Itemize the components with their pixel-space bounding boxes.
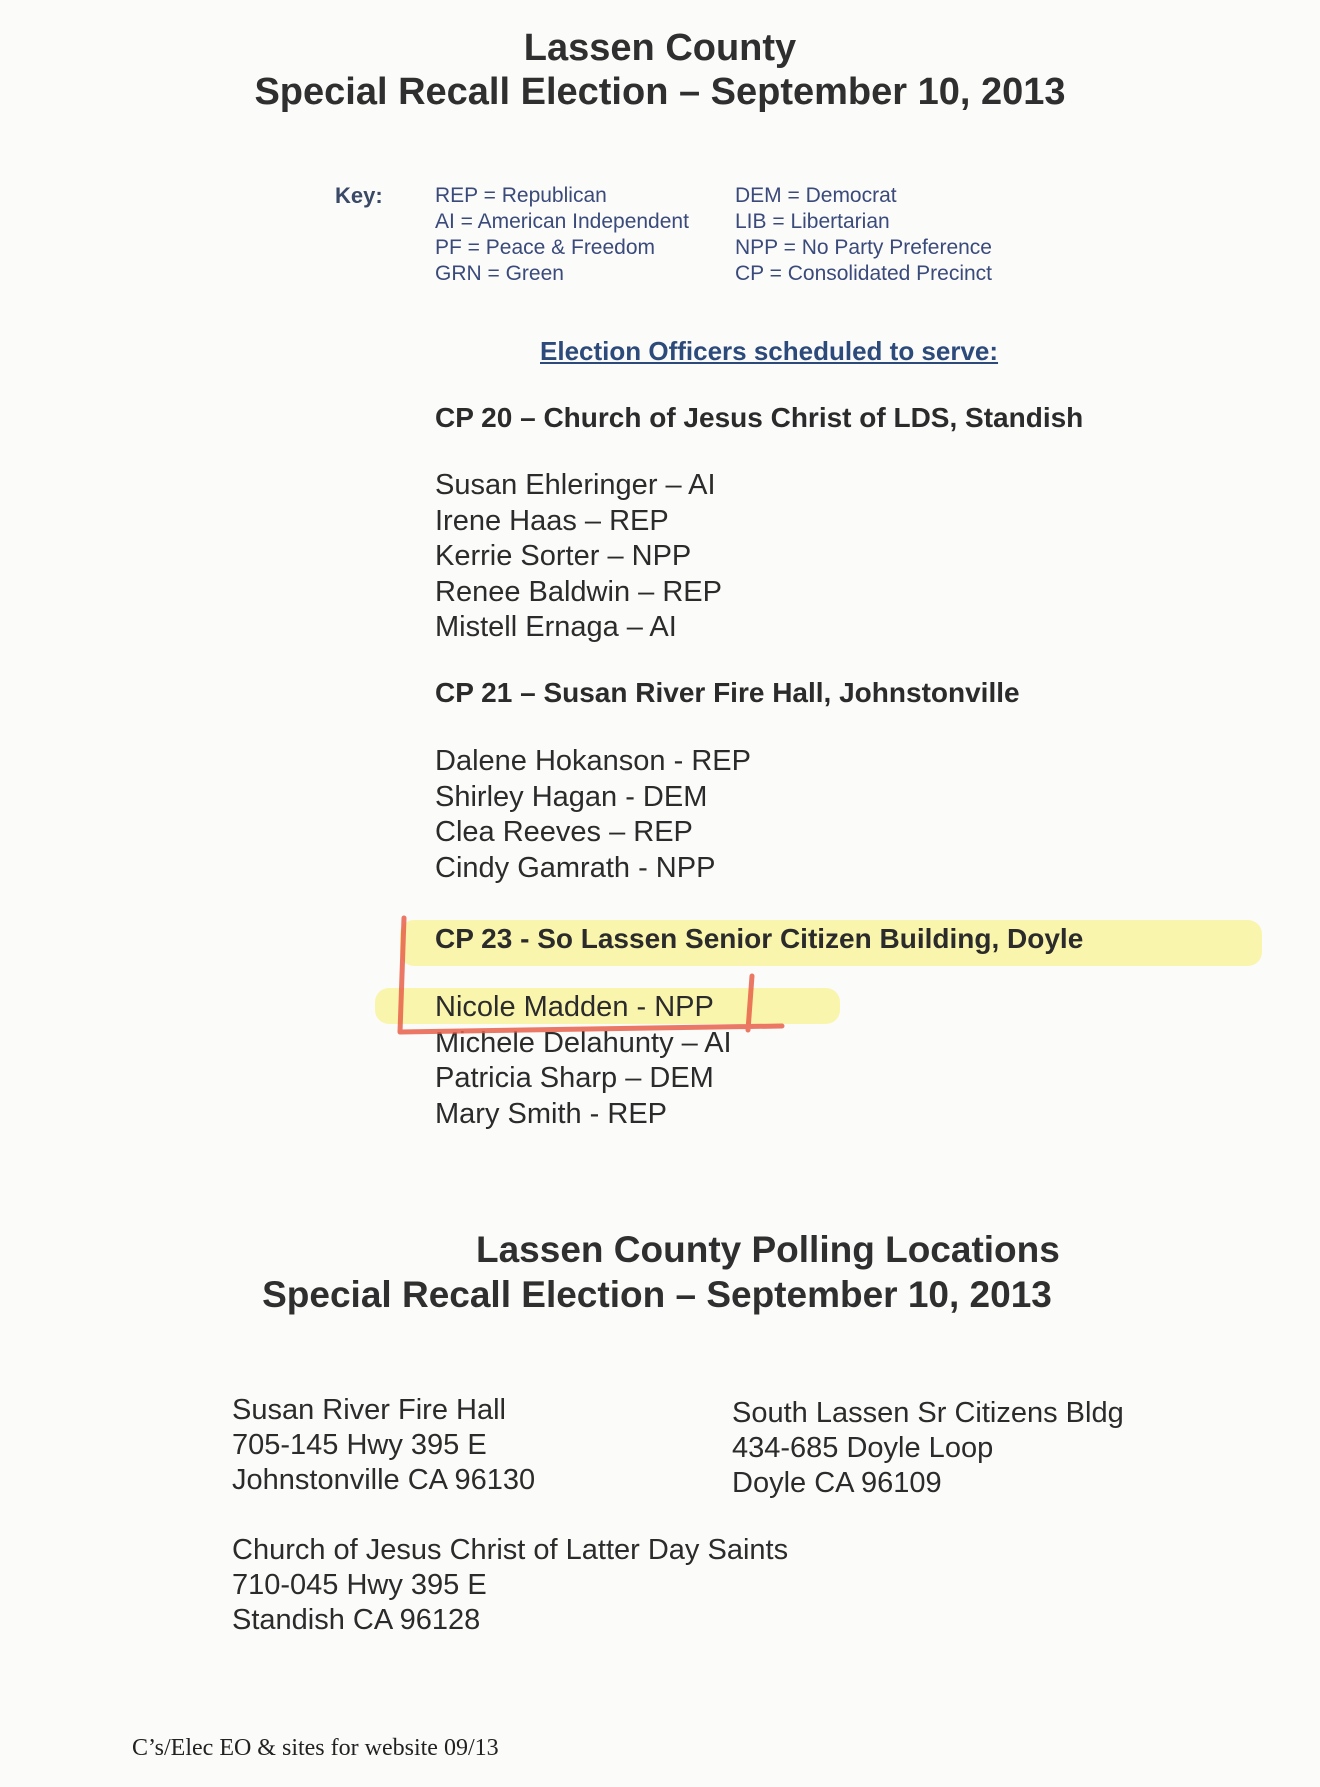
key-entry: CP = Consolidated Precinct	[735, 262, 993, 285]
officer-entry: Renee Baldwin – REP	[435, 575, 722, 608]
location-name: Church of Jesus Christ of Latter Day Saints	[232, 1534, 789, 1566]
officer-entry: Irene Haas – REP	[435, 504, 669, 537]
officer-entry: Dalene Hokanson - REP	[435, 745, 751, 777]
officer-entry: Mistell Ernaga – AI	[435, 611, 677, 643]
officer-entry: Susan Ehleringer – AI	[435, 469, 716, 501]
location-city: Johnstonville CA 96130	[232, 1464, 536, 1496]
officer-entry: Nicole Madden - NPP	[435, 991, 714, 1023]
page-title: Lassen County	[523, 27, 797, 69]
location-city: Doyle CA 96109	[732, 1467, 942, 1499]
precinct-heading: CP 21 – Susan River Fire Hall, Johnstonville	[435, 677, 1020, 708]
officer-entry: Mary Smith - REP	[435, 1097, 668, 1130]
officer-entry: Kerrie Sorter – NPP	[435, 540, 692, 572]
key-entry: LIB = Libertarian	[735, 210, 890, 233]
location-street: 705-145 Hwy 395 E	[232, 1429, 487, 1461]
officer-entry: Michele Delahunty – AI	[435, 1026, 732, 1059]
officer-entry: Cindy Gamrath - NPP	[435, 851, 716, 884]
polling-location	[232, 1533, 788, 1638]
officer-entry: Patricia Sharp – DEM	[435, 1062, 714, 1094]
precinct-heading: CP 23 - So Lassen Senior Citizen Building, Doyle	[435, 923, 1084, 954]
footer-note: C’s/Elec EO & sites for website 09/13	[132, 1735, 499, 1761]
location-city: Standish CA 96128	[232, 1604, 481, 1636]
key-entry: GRN = Green	[435, 262, 564, 285]
key-label: Key:	[335, 183, 383, 208]
location-street: 710-045 Hwy 395 E	[232, 1569, 487, 1601]
key-entry: AI = American Independent	[435, 210, 689, 233]
location-name: South Lassen Sr Citizens Bldg	[732, 1397, 1124, 1429]
page-subtitle: Special Recall Election – September 10, 2013	[254, 71, 1066, 113]
key-entry: NPP = No Party Preference	[735, 236, 992, 259]
precinct-heading: CP 20 – Church of Jesus Christ of LDS, Standish	[435, 402, 1084, 433]
key-entry: PF = Peace & Freedom	[435, 236, 656, 259]
polling-subtitle: Special Recall Election – September 10, 2013	[262, 1274, 1052, 1315]
polling-location	[732, 1396, 1124, 1501]
polling-title: Lassen County Polling Locations	[476, 1229, 1060, 1270]
officer-entry: Shirley Hagan - DEM	[435, 780, 708, 813]
polling-location	[232, 1393, 535, 1498]
officers-heading: Election Officers scheduled to serve:	[540, 336, 999, 366]
location-street: 434-685 Doyle Loop	[732, 1432, 994, 1464]
location-name: Susan River Fire Hall	[232, 1394, 506, 1426]
officer-entry: Clea Reeves – REP	[435, 816, 693, 848]
key-entry: DEM = Democrat	[735, 184, 897, 207]
key-entry: REP = Republican	[435, 184, 607, 207]
